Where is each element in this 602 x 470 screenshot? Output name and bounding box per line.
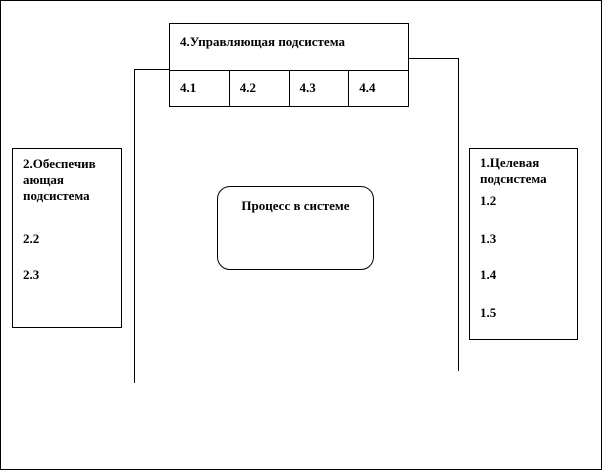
target-subsystem-box [469,148,578,340]
connector-left-horizontal [134,69,170,70]
supporting-subsystem-title: 2.Обеспечив ающая подсистема [23,156,96,203]
target-item: 1.5 [480,305,497,320]
supporting-subsystem-box [12,148,122,328]
process-box [217,186,374,270]
connector-left-vertical [134,69,135,383]
management-subsystem-box [169,23,409,71]
management-subsystem-title: 4.Управляющая подсистема [180,34,345,49]
management-cell [349,71,408,106]
management-cell [170,71,230,106]
connector-right-vertical [458,58,459,371]
management-cell-label: 4.4 [359,80,376,95]
connector-right-horizontal [409,58,458,59]
supporting-item: 2.2 [23,231,40,246]
target-subsystem-title: 1.Целевая подсистема [480,155,547,186]
management-cell-label: 4.3 [299,80,316,95]
management-cell [290,71,350,106]
management-cell-label: 4.2 [239,80,256,95]
process-label: Процесс в системе [241,198,350,213]
target-item: 1.4 [480,267,497,282]
target-item: 1.3 [480,231,497,246]
management-subsystem-cells [169,70,409,107]
management-cell [230,71,290,106]
target-item: 1.2 [480,193,497,208]
supporting-item: 2.3 [23,267,40,282]
management-cell-label: 4.1 [180,80,197,95]
